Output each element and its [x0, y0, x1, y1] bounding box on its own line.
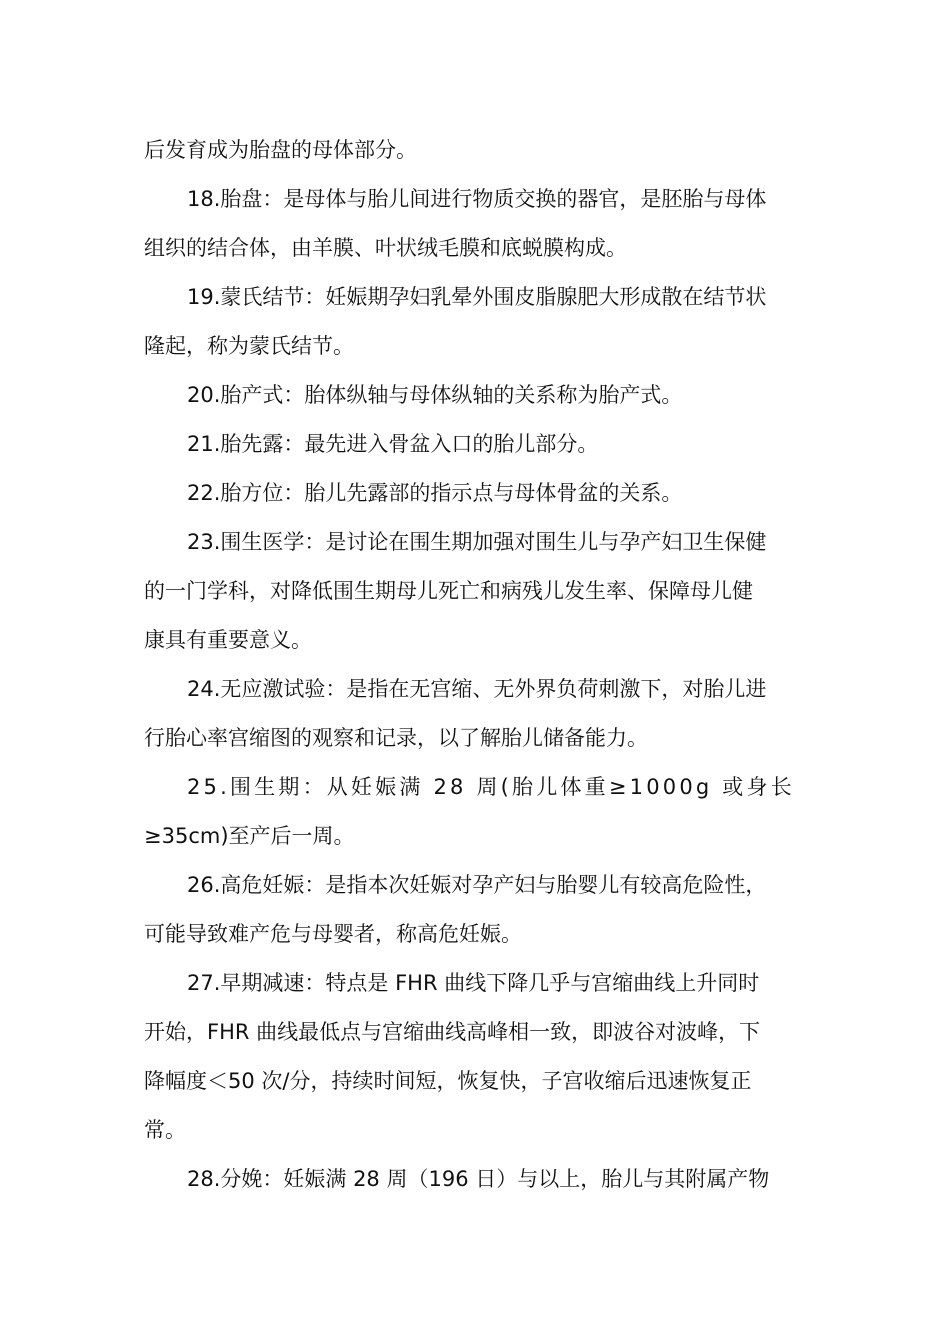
entry-28-line-1: 28.分娩：妊娠满 28 周（196 日）与以上，胎儿与其附属产物	[187, 1167, 770, 1191]
entry-23-line-2: 的一门学科，对降低围生期母儿死亡和病残儿发生率、保障母儿健	[144, 579, 753, 603]
entry-19-line-1: 19.蒙氏结节：妊娠期孕妇乳晕外围皮脂腺肥大形成散在结节状	[187, 285, 767, 309]
entry-26-line-1: 26.高危妊娠：是指本次妊娠对孕产妇与胎婴儿有较高危险性，	[187, 873, 767, 897]
entry-18-line-2: 组织的结合体，由羊膜、叶状绒毛膜和底蜕膜构成。	[144, 236, 627, 260]
entry-19-line-2: 隆起，称为蒙氏结节。	[144, 334, 354, 358]
entry-24-line-1: 24.无应激试验：是指在无宫缩、无外界负荷刺激下，对胎儿进	[187, 677, 767, 701]
entry-27-line-3: 降幅度＜50 次/分，持续时间短，恢复快，子宫收缩后迅速恢复正	[144, 1069, 752, 1093]
entry-27-line-4: 常。	[144, 1118, 186, 1142]
entry-18-line-1: 18.胎盘：是母体与胎儿间进行物质交换的器官，是胚胎与母体	[187, 187, 767, 211]
entry-25-line-2: ≥35cm)至产后一周。	[144, 824, 355, 848]
entry-23-line-3: 康具有重要意义。	[144, 628, 312, 652]
entry-24-line-2: 行胎心率宫缩图的观察和记录，以了解胎儿储备能力。	[144, 726, 648, 750]
entry-22-line-1: 22.胎方位：胎儿先露部的指示点与母体骨盆的关系。	[187, 481, 683, 505]
entry-23-line-1: 23.围生医学：是讨论在围生期加强对围生儿与孕产妇卫生保健	[187, 530, 767, 554]
document-body	[144, 126, 808, 1204]
entry-27-line-1: 27.早期减速：特点是 FHR 曲线下降几乎与宫缩曲线上升同时	[187, 971, 760, 995]
entry-26-line-2: 可能导致难产危与母婴者，称高危妊娠。	[144, 922, 522, 946]
entry-20-line-1: 20.胎产式：胎体纵轴与母体纵轴的关系称为胎产式。	[187, 383, 683, 407]
entry-27-line-2: 开始，FHR 曲线最低点与宫缩曲线高峰相一致，即波谷对波峰，下	[144, 1020, 761, 1044]
entry-21-line-1: 21.胎先露：最先进入骨盆入口的胎儿部分。	[187, 432, 599, 456]
text-line: 后发育成为胎盘的母体部分。	[144, 138, 417, 162]
entry-25-line-1: 25.围生期：从妊娠满 28 周(胎儿体重≥1000g 或身长	[187, 775, 795, 799]
